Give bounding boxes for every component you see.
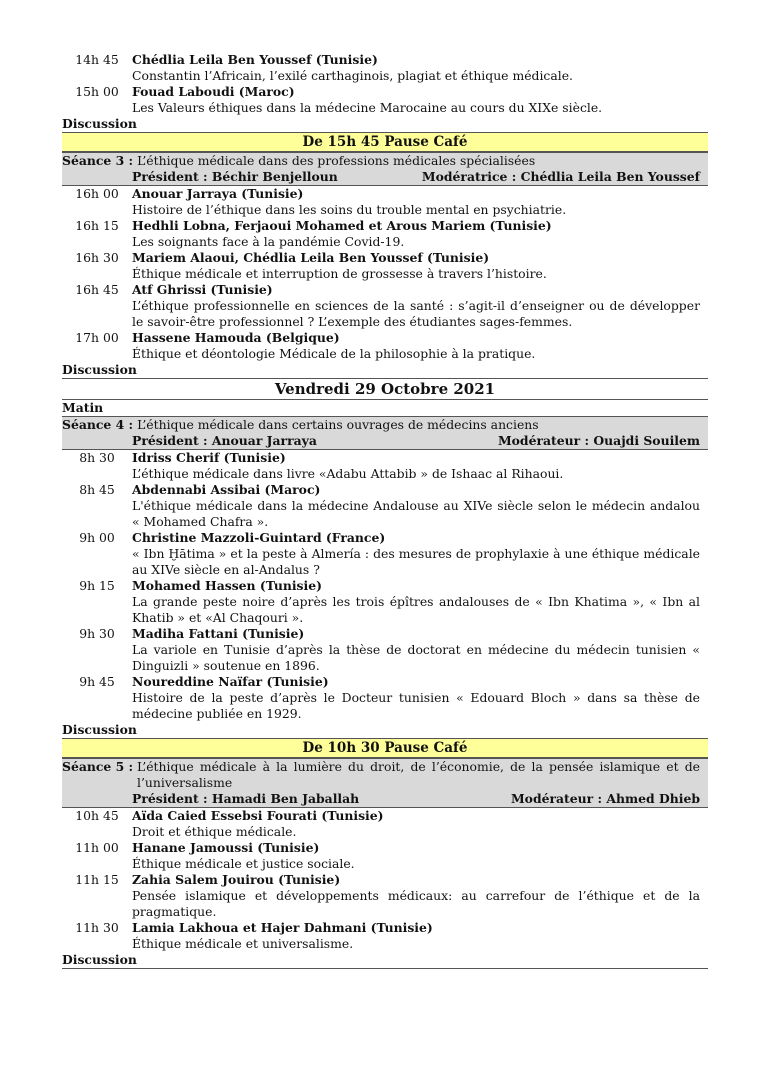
program-page xyxy=(62,52,708,969)
item-time: 9h 00 xyxy=(79,530,115,545)
talk-title: Constantin l’Africain, l’exilé carthaginois, plagiat et éthique médicale. xyxy=(132,68,573,83)
program-item xyxy=(62,530,708,578)
program-item xyxy=(62,674,708,722)
program-item xyxy=(62,872,708,920)
speaker-name: Aïda Caied Essebsi Fourati (Tunisie) xyxy=(132,808,384,823)
session-label: Séance 5 : xyxy=(62,759,134,774)
morning-label: Matin xyxy=(62,399,708,416)
speaker-name: Mohamed Hassen (Tunisie) xyxy=(132,578,322,593)
speaker-name: Abdennabi Assibai (Maroc) xyxy=(132,482,321,497)
session-topic: L’éthique médicale dans certains ouvrages de médecins anciens xyxy=(137,417,539,432)
day-heading: Vendredi 29 Octobre 2021 xyxy=(62,378,708,399)
session-5-items xyxy=(62,808,708,952)
program-item xyxy=(62,840,708,872)
program-item xyxy=(62,808,708,840)
speaker-name: Christine Mazzoli-Guintard (France) xyxy=(132,530,386,545)
speaker-name: Lamia Lakhoua et Hajer Dahmani (Tunisie) xyxy=(132,920,433,935)
coffee-break-banner: De 10h 30 Pause Café xyxy=(62,738,708,758)
program-item xyxy=(62,250,708,282)
talk-title: « Ibn Ḫātima » et la peste à Almería : des mesures de prophylaxie à une éthique médicale au XIVe siècle en al-Andalus ? xyxy=(132,546,700,577)
talk-title: L'éthique médicale dans la médecine Andalouse au XIVe siècle selon le médecin andalou « Mohamed Chafra ». xyxy=(132,498,700,529)
session-president: Président : Béchir Benjelloun xyxy=(132,169,338,184)
talk-title: L’éthique médicale dans livre «Adabu Attabib » de Ishaac al Rihaoui. xyxy=(132,466,564,481)
session-moderator: Modérateur : Ahmed Dhieb xyxy=(510,791,700,806)
program-item xyxy=(62,84,708,116)
discussion-label: Discussion xyxy=(62,362,137,377)
item-time: 10h 45 xyxy=(75,808,119,823)
talk-title: Éthique et déontologie Médicale de la philosophie à la pratique. xyxy=(132,346,536,361)
item-time: 17h 00 xyxy=(75,330,119,345)
program-item xyxy=(62,218,708,250)
talk-title: La variole en Tunisie d’après la thèse de doctorat en médecine du médecin tunisien « Dinguizli » soutenue en 1896. xyxy=(132,642,700,673)
item-time: 11h 15 xyxy=(75,872,119,887)
talk-title: La grande peste noire d’après les trois épîtres andalouses de « Ibn Khatima », « Ibn al Khatib » et «Al Chaqouri ». xyxy=(132,594,700,625)
item-time: 14h 45 xyxy=(75,52,119,67)
program-item xyxy=(62,920,708,952)
item-time: 16h 15 xyxy=(75,218,119,233)
session-header xyxy=(62,758,708,808)
item-time: 11h 30 xyxy=(75,920,119,935)
talk-title: Histoire de la peste d’après le Docteur tunisien « Edouard Bloch » dans sa thèse de médecine publiée en 1929. xyxy=(132,690,700,721)
session-moderator: Modératrice : Chédlia Leila Ben Youssef xyxy=(421,169,700,184)
session-topic: L’éthique médicale à la lumière du droit, de l’économie, de la pensée islamique et de l’universalisme xyxy=(137,759,700,790)
session-president: Président : Hamadi Ben Jaballah xyxy=(132,791,360,806)
speaker-name: Zahia Salem Jouirou (Tunisie) xyxy=(132,872,341,887)
discussion-label: Discussion xyxy=(62,116,137,131)
speaker-name: Madiha Fattani (Tunisie) xyxy=(132,626,305,641)
session-topic: L’éthique médicale dans des professions médicales spécialisées xyxy=(137,153,536,168)
speaker-name: Hassene Hamouda (Belgique) xyxy=(132,330,340,345)
program-item xyxy=(62,186,708,218)
talk-title: Les Valeurs éthiques dans la médecine Marocaine au cours du XIXe siècle. xyxy=(132,100,603,115)
speaker-name: Hedhli Lobna, Ferjaoui Mohamed et Arous Mariem (Tunisie) xyxy=(132,218,552,233)
session-3-items xyxy=(62,186,708,362)
talk-title: L’éthique professionnelle en sciences de la santé : s’agit-il d’enseigner ou de développer le savoir-être professionnel ? L’exemple des étudiantes sages-femmes. xyxy=(132,298,700,329)
item-time: 9h 30 xyxy=(79,626,115,641)
program-item xyxy=(62,482,708,530)
bottom-rule xyxy=(62,968,708,969)
talk-title: Droit et éthique médicale. xyxy=(132,824,297,839)
speaker-name: Fouad Laboudi (Maroc) xyxy=(132,84,295,99)
item-time: 16h 45 xyxy=(75,282,119,297)
program-item xyxy=(62,626,708,674)
session-header xyxy=(62,152,708,186)
item-time: 11h 00 xyxy=(75,840,119,855)
item-time: 16h 00 xyxy=(75,186,119,201)
session-moderator: Modérateur : Ouajdi Souilem xyxy=(497,433,700,448)
talk-title: Les soignants face à la pandémie Covid-19. xyxy=(132,234,405,249)
program-item xyxy=(62,578,708,626)
talk-title: Éthique médicale et interruption de grossesse à travers l’histoire. xyxy=(132,266,547,281)
session-label: Séance 4 : xyxy=(62,417,134,432)
program-item xyxy=(62,450,708,482)
item-time: 15h 00 xyxy=(75,84,119,99)
speaker-name: Anouar Jarraya (Tunisie) xyxy=(132,186,304,201)
speaker-name: Mariem Alaoui, Chédlia Leila Ben Youssef (Tunisie) xyxy=(132,250,490,265)
speaker-name: Chédlia Leila Ben Youssef (Tunisie) xyxy=(132,52,378,67)
speaker-name: Idriss Cherif (Tunisie) xyxy=(132,450,286,465)
item-time: 8h 30 xyxy=(79,450,115,465)
session-4-items xyxy=(62,450,708,722)
program-item xyxy=(62,282,708,330)
item-time: 9h 45 xyxy=(79,674,115,689)
talk-title: Éthique médicale et justice sociale. xyxy=(132,856,355,871)
talk-title: Éthique médicale et universalisme. xyxy=(132,936,354,951)
item-time: 16h 30 xyxy=(75,250,119,265)
talk-title: Pensée islamique et développements médicaux: au carrefour de l’éthique et de la pragmatique. xyxy=(132,888,700,919)
item-time: 8h 45 xyxy=(79,482,115,497)
item-time: 9h 15 xyxy=(79,578,115,593)
coffee-break-banner: De 15h 45 Pause Café xyxy=(62,132,708,152)
talk-title: Histoire de l’éthique dans les soins du trouble mental en psychiatrie. xyxy=(132,202,567,217)
speaker-name: Noureddine Naïfar (Tunisie) xyxy=(132,674,329,689)
session-president: Président : Anouar Jarraya xyxy=(132,433,317,448)
speaker-name: Atf Ghrissi (Tunisie) xyxy=(132,282,273,297)
program-item xyxy=(62,52,708,84)
discussion-label: Discussion xyxy=(62,952,137,967)
session-label: Séance 3 : xyxy=(62,153,134,168)
discussion-label: Discussion xyxy=(62,722,137,737)
speaker-name: Hanane Jamoussi (Tunisie) xyxy=(132,840,320,855)
program-item xyxy=(62,330,708,362)
session-header xyxy=(62,416,708,450)
